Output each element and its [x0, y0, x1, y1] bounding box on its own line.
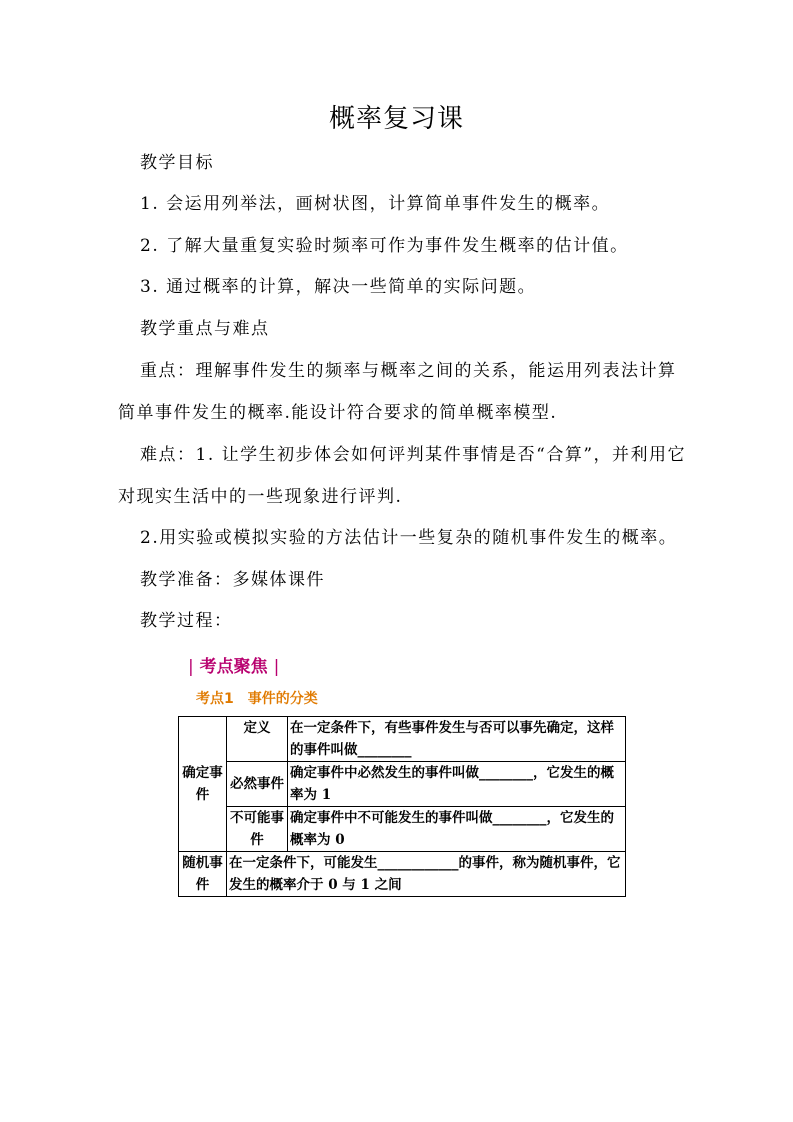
heading-key-points: 教学重点与难点 — [140, 319, 270, 339]
section-bar-right: | — [273, 657, 280, 677]
section-heading — [188, 652, 279, 677]
definition-label: 定义 — [227, 717, 288, 762]
event-classification-table — [178, 716, 626, 897]
certain-event-text: 确定事件 — [182, 765, 223, 803]
page-title: 概率复习课 — [328, 104, 464, 134]
teaching-process: 教学过程： — [140, 611, 233, 631]
difficulty-line-3: 2.用实验或模拟实验的方法估计一些复杂的随机事件发生的概率。 — [140, 528, 678, 548]
heading-teaching-goals: 教学目标 — [140, 153, 214, 173]
difficulty-line-1: 难点：1. 让学生初步体会如何评判某件事情是否“合算”，并利用它 — [140, 445, 687, 465]
definition-text: 在一定条件下，有些事件发生与否可以事先确定，这样的事件叫做________ — [288, 717, 626, 762]
section-label: 考点聚焦 — [199, 657, 268, 677]
subsection-heading: 考点1 事件的分类 — [196, 691, 318, 707]
random-event-text: 在一定条件下，可能发生____________的事件，称为随机事件，它发生的概率介于 0 与 1 之间 — [227, 852, 626, 897]
impossible-event-label: 不可能事件 — [227, 807, 288, 852]
goal-2: 2. 了解大量重复实验时频率可作为事件发生概率的估计值。 — [140, 236, 629, 256]
impossible-event-text: 确定事件中不可能发生的事件叫做________，它发生的概率为 0 — [288, 807, 626, 852]
random-event-label: 随机事件 — [179, 852, 227, 897]
difficulty-line-2: 对现实生活中的一些现象进行评判. — [118, 487, 403, 507]
key-point-line-1: 重点：理解事件发生的频率与概率之间的关系，能运用列表法计算 — [140, 361, 677, 381]
certain-event-label — [179, 717, 227, 852]
teaching-preparation: 教学准备：多媒体课件 — [140, 570, 325, 590]
inevitable-event-label: 必然事件 — [227, 762, 288, 807]
key-point-line-2: 简单事件发生的概率.能设计符合要求的简单概率模型. — [118, 403, 558, 423]
goal-3: 3. 通过概率的计算，解决一些简单的实际问题。 — [140, 277, 537, 297]
section-bar-left: | — [188, 657, 194, 677]
inevitable-event-text: 确定事件中必然发生的事件叫做________，它发生的概率为 1 — [288, 762, 626, 807]
goal-1: 1. 会运用列举法，画树状图，计算简单事件发生的概率。 — [140, 194, 611, 214]
